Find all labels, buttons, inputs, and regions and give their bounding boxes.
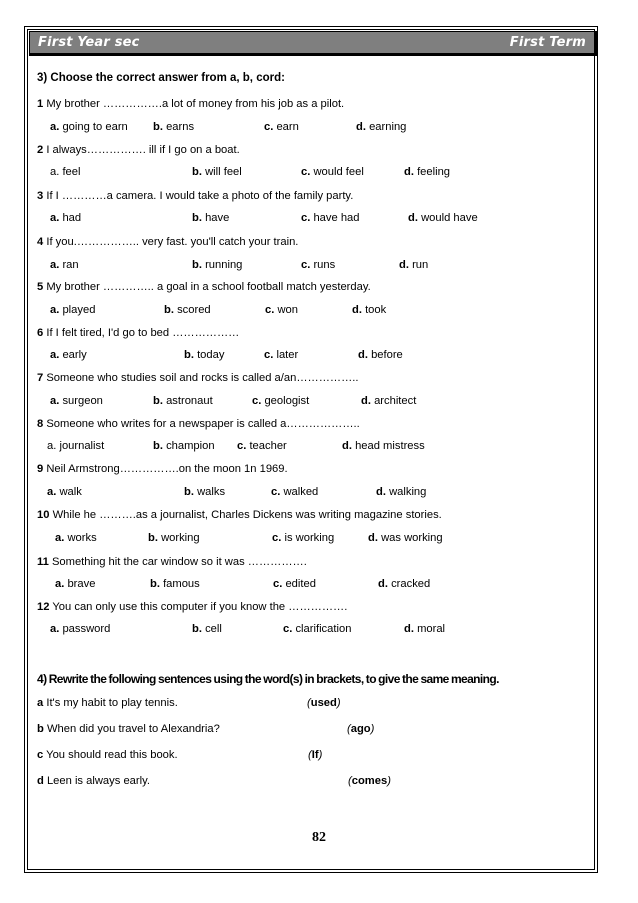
option-text: cell xyxy=(205,623,222,635)
question-number: 5 xyxy=(37,281,44,293)
question-text: If I felt tired, I'd go to bed ……………… xyxy=(46,327,240,339)
option-text: cracked xyxy=(391,578,431,590)
option-text: walking xyxy=(389,486,427,498)
option-text: brave xyxy=(67,578,96,590)
option-letter: c. xyxy=(283,623,293,635)
option-6-a xyxy=(50,349,87,361)
option-letter: c. xyxy=(301,212,311,224)
rewrite-item-a xyxy=(37,697,178,709)
option-letter: a. xyxy=(47,440,57,452)
rewrite-letter: d xyxy=(37,775,44,787)
question-2 xyxy=(37,144,240,156)
question-text: My brother …………….a lot of money from his job as a pilot. xyxy=(46,98,345,110)
question-4 xyxy=(37,236,298,248)
option-1-b xyxy=(153,121,194,133)
option-7-d xyxy=(361,395,416,407)
option-letter: c. xyxy=(301,166,311,178)
option-letter: d. xyxy=(399,259,409,271)
option-text: run xyxy=(412,259,429,271)
option-letter: a. xyxy=(55,578,65,590)
question-6 xyxy=(37,327,239,339)
option-letter: d. xyxy=(404,166,414,178)
option-6-c xyxy=(264,349,298,361)
option-text: clarification xyxy=(295,623,352,635)
option-letter: d. xyxy=(378,578,388,590)
question-text: Neil Armstrong…………….on the moon 1n 1969. xyxy=(46,463,288,475)
option-letter: a. xyxy=(50,212,60,224)
question-12 xyxy=(37,601,347,613)
option-text: would have xyxy=(421,212,478,224)
option-text: before xyxy=(371,349,403,361)
option-2-c xyxy=(301,166,364,178)
option-text: will feel xyxy=(205,166,242,178)
option-2-b xyxy=(192,166,242,178)
rewrite-sentence: It's my habit to play tennis. xyxy=(46,697,178,709)
option-text: took xyxy=(365,304,387,316)
option-letter: a. xyxy=(50,121,60,133)
option-7-a xyxy=(50,395,103,407)
header-year: First Year sec xyxy=(38,35,140,50)
option-text: working xyxy=(161,532,200,544)
option-letter: c. xyxy=(264,349,274,361)
option-text: walked xyxy=(283,486,319,498)
option-text: have had xyxy=(313,212,360,224)
option-letter: b. xyxy=(192,623,202,635)
rewrite-item-b xyxy=(37,723,220,735)
option-8-c xyxy=(237,440,287,452)
option-letter: b. xyxy=(153,440,163,452)
question-number: 1 xyxy=(37,98,44,110)
option-text: head mistress xyxy=(355,440,425,452)
option-4-b xyxy=(192,259,242,271)
option-text: geologist xyxy=(264,395,310,407)
option-letter: a. xyxy=(47,486,57,498)
option-3-d xyxy=(408,212,478,224)
option-1-c xyxy=(264,121,299,133)
option-5-c xyxy=(265,304,298,316)
option-text: earns xyxy=(166,121,195,133)
option-letter: d. xyxy=(408,212,418,224)
option-text: going to earn xyxy=(62,121,128,133)
question-number: 10 xyxy=(37,509,50,521)
keyword-text: comes xyxy=(351,775,388,787)
option-text: is working xyxy=(284,532,335,544)
rewrite-letter: a xyxy=(37,697,44,709)
keyword-text: If xyxy=(311,749,319,761)
option-text: feeling xyxy=(417,166,451,178)
option-7-b xyxy=(153,395,213,407)
question-1 xyxy=(37,98,344,110)
option-text: teacher xyxy=(249,440,287,452)
option-letter: c. xyxy=(252,395,262,407)
rewrite-sentence: Leen is always early. xyxy=(46,775,150,787)
option-4-c xyxy=(301,259,335,271)
option-text: won xyxy=(277,304,298,316)
option-text: works xyxy=(67,532,97,544)
option-10-b xyxy=(148,532,200,544)
rewrite-item-d xyxy=(37,775,150,787)
option-8-a xyxy=(47,440,104,452)
option-10-a xyxy=(55,532,97,544)
option-letter: c. xyxy=(264,121,274,133)
option-text: running xyxy=(205,259,243,271)
option-text: would feel xyxy=(313,166,364,178)
question-text: I always……………. ill if I go on a boat. xyxy=(46,144,240,156)
option-letter: c. xyxy=(271,486,281,498)
option-letter: b. xyxy=(192,259,202,271)
option-4-d xyxy=(399,259,428,271)
bracket-keyword: (If) xyxy=(308,749,323,761)
question-number: 3 xyxy=(37,190,44,202)
question-text: Someone who studies soil and rocks is called a/an…………….. xyxy=(46,372,359,384)
option-text: surgeon xyxy=(62,395,103,407)
bracket-keyword: (comes) xyxy=(348,775,391,787)
option-12-c xyxy=(283,623,351,635)
header-term: First Term xyxy=(509,35,586,50)
keyword-text: used xyxy=(310,697,337,709)
option-6-d xyxy=(358,349,403,361)
option-letter: d. xyxy=(358,349,368,361)
option-letter: a. xyxy=(50,166,60,178)
option-letter: c. xyxy=(272,532,282,544)
option-letter: b. xyxy=(192,166,202,178)
option-letter: d. xyxy=(342,440,352,452)
question-7 xyxy=(37,372,359,384)
question-number: 9 xyxy=(37,463,44,475)
question-text: My brother ………….. a goal in a school football match yesterday. xyxy=(46,281,371,293)
rewrite-item-c xyxy=(37,749,178,761)
option-text: ran xyxy=(62,259,79,271)
question-3 xyxy=(37,190,353,202)
option-text: had xyxy=(62,212,82,224)
bracket-keyword: (used) xyxy=(307,697,341,709)
question-9 xyxy=(37,463,288,475)
rewrite-sentence: You should read this book. xyxy=(46,749,178,761)
option-text: walks xyxy=(197,486,226,498)
option-text: was working xyxy=(381,532,443,544)
option-6-b xyxy=(184,349,224,361)
option-text: today xyxy=(197,349,225,361)
option-11-c xyxy=(273,578,316,590)
option-letter: d. xyxy=(356,121,366,133)
option-letter: a. xyxy=(50,623,60,635)
option-text: password xyxy=(62,623,111,635)
option-text: champion xyxy=(166,440,215,452)
question-11 xyxy=(37,556,307,568)
question-text: While he ……….as a journalist, Charles Dickens was writing magazine stories. xyxy=(52,509,442,521)
option-letter: d. xyxy=(352,304,362,316)
option-letter: d. xyxy=(404,623,414,635)
option-2-a xyxy=(50,166,81,178)
option-letter: c. xyxy=(265,304,275,316)
option-text: architect xyxy=(374,395,417,407)
option-letter: b. xyxy=(148,532,158,544)
option-letter: a. xyxy=(50,259,60,271)
option-letter: c. xyxy=(237,440,247,452)
option-10-c xyxy=(272,532,334,544)
option-3-a xyxy=(50,212,81,224)
option-12-a xyxy=(50,623,110,635)
option-letter: a. xyxy=(50,304,60,316)
option-1-a xyxy=(50,121,128,133)
question-text: You can only use this computer if you know the ……………. xyxy=(52,601,348,613)
section4-title: 4) Rewrite the following sentences using the word(s) in brackets, to give the same meaning. xyxy=(37,672,499,686)
option-12-b xyxy=(192,623,222,635)
option-text: astronaut xyxy=(166,395,213,407)
bracket-keyword: (ago) xyxy=(347,723,375,735)
option-text: walk xyxy=(59,486,82,498)
question-number: 12 xyxy=(37,601,50,613)
option-text: played xyxy=(62,304,96,316)
option-11-d xyxy=(378,578,430,590)
option-letter: a. xyxy=(50,395,60,407)
option-1-d xyxy=(356,121,406,133)
option-letter: c. xyxy=(273,578,283,590)
option-text: journalist xyxy=(59,440,105,452)
option-text: edited xyxy=(285,578,316,590)
option-3-b xyxy=(192,212,229,224)
option-text: early xyxy=(62,349,87,361)
option-text: moral xyxy=(417,623,446,635)
option-9-d xyxy=(376,486,426,498)
option-5-b xyxy=(164,304,211,316)
option-letter: d. xyxy=(368,532,378,544)
option-9-b xyxy=(184,486,225,498)
option-11-a xyxy=(55,578,95,590)
option-text: earning xyxy=(369,121,407,133)
option-text: famous xyxy=(163,578,200,590)
question-number: 11 xyxy=(37,556,49,568)
question-text: Something hit the car window so it was ……………. xyxy=(51,556,307,568)
page-header xyxy=(29,31,598,56)
option-5-a xyxy=(50,304,95,316)
option-text: runs xyxy=(313,259,336,271)
option-11-b xyxy=(150,578,200,590)
question-text: Someone who writes for a newspaper is called a……………….. xyxy=(46,418,360,430)
rewrite-letter: c xyxy=(37,749,44,761)
option-3-c xyxy=(301,212,360,224)
option-text: feel xyxy=(62,166,81,178)
option-letter: d. xyxy=(376,486,386,498)
option-letter: b. xyxy=(184,349,194,361)
option-text: later xyxy=(276,349,299,361)
question-number: 8 xyxy=(37,418,44,430)
option-letter: a. xyxy=(55,532,65,544)
question-number: 4 xyxy=(37,236,44,248)
option-2-d xyxy=(404,166,450,178)
option-letter: b. xyxy=(150,578,160,590)
rewrite-sentence: When did you travel to Alexandria? xyxy=(46,723,220,735)
question-8 xyxy=(37,418,360,430)
option-text: have xyxy=(205,212,230,224)
option-text: scored xyxy=(177,304,211,316)
option-7-c xyxy=(252,395,309,407)
section3-title: 3) Choose the correct answer from a, b, cord: xyxy=(37,72,285,84)
question-text: If I …………a camera. I would take a photo of the family party. xyxy=(46,190,354,202)
question-5 xyxy=(37,281,371,293)
option-9-a xyxy=(47,486,82,498)
option-10-d xyxy=(368,532,443,544)
option-letter: d. xyxy=(361,395,371,407)
question-number: 2 xyxy=(37,144,44,156)
option-5-d xyxy=(352,304,386,316)
option-9-c xyxy=(271,486,318,498)
option-letter: b. xyxy=(153,121,163,133)
option-8-d xyxy=(342,440,425,452)
option-letter: b. xyxy=(164,304,174,316)
option-letter: b. xyxy=(184,486,194,498)
option-letter: b. xyxy=(153,395,163,407)
page-number: 82 xyxy=(312,830,326,845)
option-text: earn xyxy=(276,121,299,133)
option-12-d xyxy=(404,623,445,635)
keyword-text: ago xyxy=(350,723,371,735)
option-8-b xyxy=(153,440,215,452)
option-letter: b. xyxy=(192,212,202,224)
rewrite-letter: b xyxy=(37,723,44,735)
question-number: 7 xyxy=(37,372,44,384)
question-text: If you.…………….. very fast. you'll catch your train. xyxy=(46,236,299,248)
option-letter: a. xyxy=(50,349,60,361)
option-4-a xyxy=(50,259,79,271)
question-number: 6 xyxy=(37,327,44,339)
question-10 xyxy=(37,509,442,521)
option-letter: c. xyxy=(301,259,311,271)
